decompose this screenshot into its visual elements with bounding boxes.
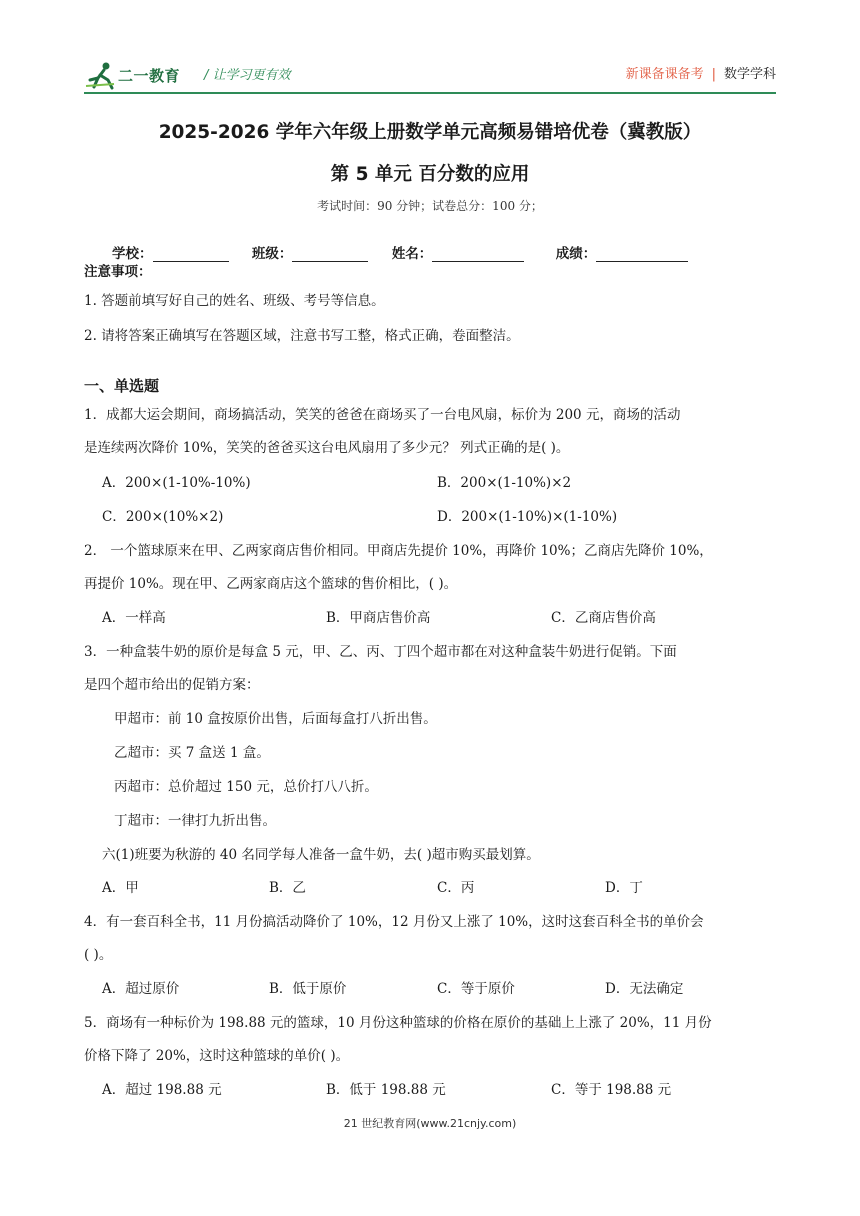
question-1-line-2: 是连续两次降价 10%，笑笑的爸爸买这台电风扇用了多少元？ 列式正确的是( )。 (84, 440, 570, 456)
promo-plan: 乙超市：买 7 盒送 1 盒。 (114, 745, 270, 761)
q5-option-a[interactable]: A．超过 198.88 元 (102, 1082, 222, 1098)
question-4-line-2: ( )。 (84, 947, 113, 963)
q4-option-b[interactable]: B．低于原价 (269, 981, 347, 997)
q1-option-b[interactable]: B．200×(1-10%)×2 (437, 475, 572, 491)
notes-heading: 注意事项： (84, 264, 152, 280)
q4-option-c[interactable]: C．等于原价 (437, 981, 515, 997)
header-divider (84, 92, 776, 94)
student-info-line (112, 242, 688, 262)
q2-option-a[interactable]: A．一样高 (102, 610, 166, 626)
q5-option-c[interactable]: C．等于 198.88 元 (551, 1082, 672, 1098)
question-1-line-1: 1．成都大运会期间，商场搞活动，笑笑的爸爸在商场买了一台电风扇，标价为 200 元，商场的活动 (84, 407, 681, 423)
question-3-line-3: 六(1)班要为秋游的 40 名同学每人准备一盒牛奶，去( )超市购买最划算。 (102, 847, 540, 863)
q4-option-d[interactable]: D．无法确定 (605, 981, 684, 997)
question-3-line-1: 3．一种盒装牛奶的原价是每盒 5 元，甲、乙、丙、丁四个超市都在对这种盒装牛奶进行促销。下面 (84, 644, 677, 660)
name-field[interactable] (432, 247, 524, 262)
name-label: 姓名： (391, 246, 433, 262)
score-label: 成绩： (555, 246, 597, 262)
q3-option-d[interactable]: D．丁 (605, 880, 643, 896)
page-subtitle: 第 5 单元 百分数的应用 (330, 164, 530, 185)
question-5-line-1: 5．商场有一种标价为 198.88 元的篮球，10 月份这种篮球的价格在原价的基础上上涨了 20%，11 月份 (84, 1015, 712, 1031)
question-5-line-2: 价格下降了 20%，这时这种篮球的单价( )。 (84, 1048, 350, 1064)
q1-option-c[interactable]: C．200×(10%×2) (102, 509, 224, 525)
q3-option-b[interactable]: B．乙 (269, 880, 306, 896)
runner-logo-icon (84, 60, 118, 90)
q2-option-c[interactable]: C．乙商店售价高 (551, 610, 656, 626)
header-subject: 数学学科 (723, 67, 776, 82)
promo-plan: 丙超市：总价超过 150 元，总价打八八折。 (114, 779, 378, 795)
question-3-line-2: 是四个超市给出的促销方案： (84, 677, 260, 693)
question-4-line-1: 4．有一套百科全书，11 月份搞活动降价了 10%，12 月份又上涨了 10%，这时这套百科全书的单价会 (84, 914, 704, 930)
class-label: 班级： (251, 246, 293, 262)
section-heading: 一、单选题 (84, 377, 160, 395)
class-field[interactable] (292, 247, 368, 262)
school-field[interactable] (153, 247, 229, 262)
page-title: 2025-2026 学年六年级上册数学单元高频易错培优卷（冀教版） (158, 122, 702, 143)
school-label: 学校： (112, 246, 153, 262)
q3-option-a[interactable]: A．甲 (102, 880, 139, 896)
header-right (626, 63, 776, 82)
q2-option-b[interactable]: B．甲商店售价高 (326, 610, 431, 626)
q5-option-b[interactable]: B．低于 198.88 元 (326, 1082, 446, 1098)
slogan: / 让学习更有效 (204, 68, 291, 83)
q1-option-d[interactable]: D．200×(1-10%)×(1-10%) (437, 509, 618, 525)
q4-option-a[interactable]: A．超过原价 (102, 981, 180, 997)
q3-option-c[interactable]: C．丙 (437, 880, 475, 896)
header-separator: | (711, 67, 716, 82)
q1-option-a[interactable]: A．200×(1-10%-10%) (102, 475, 251, 491)
exam-meta: 考试时间：90 分钟；试卷总分：100 分； (317, 199, 543, 213)
page-footer: 21 世纪教育网(www.21cnjy.com) (343, 1117, 517, 1130)
note-item: 2. 请将答案正确填写在答题区域，注意书写工整，格式正确，卷面整洁。 (84, 328, 520, 344)
question-2-line-1: 2． 一个篮球原来在甲、乙两家商店售价相同。甲商店先提价 10%，再降价 10%；乙商店先降价 10%， (84, 543, 713, 559)
question-2-line-2: 再提价 10%。现在甲、乙两家商店这个篮球的售价相比，( )。 (84, 576, 458, 592)
score-field[interactable] (596, 247, 688, 262)
promo-plan: 甲超市：前 10 盒按原价出售，后面每盒打八折出售。 (114, 711, 437, 727)
logo (84, 58, 194, 90)
logo-text: 二一教育 (118, 67, 181, 85)
note-item: 1. 答题前填写好自己的姓名、班级、考号等信息。 (84, 293, 385, 309)
page-header (84, 58, 776, 92)
promo-plan: 丁超市：一律打九折出售。 (114, 813, 276, 829)
header-tag: 新课备课备考 (625, 67, 704, 82)
